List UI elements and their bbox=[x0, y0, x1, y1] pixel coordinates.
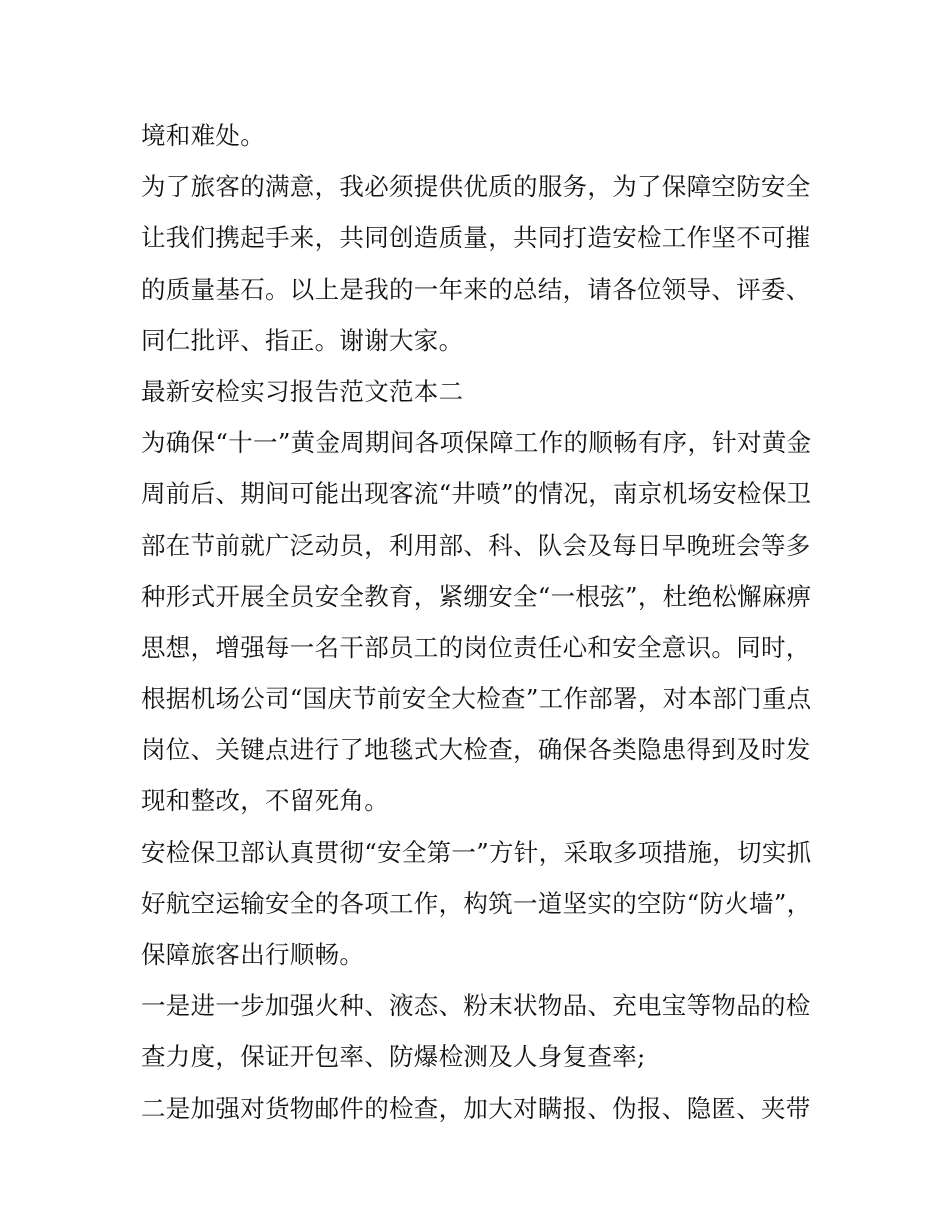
text-line: 的质量基石。以上是我的一年来的总结，请各位领导、评委、 bbox=[141, 274, 811, 304]
section-heading bbox=[141, 366, 821, 417]
text-line: 周前后、期间可能出现客流“井喷”的情况，南京机场安检保卫 bbox=[141, 479, 812, 509]
paragraph-2 bbox=[141, 161, 821, 366]
paragraph-5 bbox=[141, 980, 821, 1082]
text-line: 好航空运输安全的各项工作，构筑一道坚实的空防“防火墙”， bbox=[141, 888, 812, 918]
text-line: 一是进一步加强火种、液态、粉末状物品、充电宝等物品的检 bbox=[141, 991, 811, 1021]
text-line: 境和难处。 bbox=[141, 121, 265, 150]
text-line: 部在节前就广泛动员，利用部、科、队会及每日早晚班会等多 bbox=[141, 530, 811, 560]
text-line: 同仁批评、指正。谢谢大家。 bbox=[141, 325, 464, 355]
text-line: 岗位、关键点进行了地毯式大检查，确保各类隐患得到及时发 bbox=[141, 735, 811, 765]
text-line: 思想，增强每一名干部员工的岗位责任心和安全意识。同时， bbox=[141, 632, 811, 662]
text-line: 保障旅客出行顺畅。 bbox=[141, 940, 365, 969]
paragraph-4 bbox=[141, 827, 821, 981]
text-line: 让我们携起手来，共同创造质量，共同打造安检工作坚不可摧 bbox=[141, 223, 811, 253]
text-line: 查力度，保证开包率、防爆检测及人身复查率; bbox=[141, 1042, 646, 1072]
text-line: 现和整改，不留死角。 bbox=[141, 786, 389, 816]
text-line: 安检保卫部认真贯彻“安全第一”方针，采取多项措施，切实抓 bbox=[141, 837, 812, 867]
text-line: 为确保“十一”黄金周期间各项保障工作的顺畅有序，针对黄金 bbox=[141, 428, 812, 458]
text-line: 种形式开展全员安全教育，紧绷安全“一根弦”，杜绝松懈麻痹 bbox=[141, 581, 812, 611]
paragraph-3 bbox=[141, 417, 821, 827]
text-line: 二是加强对货物邮件的检查，加大对瞒报、伪报、隐匿、夹带 bbox=[141, 1093, 811, 1123]
paragraph-6 bbox=[141, 1083, 821, 1134]
document-body bbox=[141, 110, 821, 1134]
paragraph-1 bbox=[141, 110, 821, 161]
text-line: 为了旅客的满意，我必须提供优质的服务，为了保障空防安全 bbox=[141, 172, 811, 202]
text-line: 根据机场公司“国庆节前安全大检查”工作部署，对本部门重点 bbox=[141, 684, 812, 714]
text-line: 最新安检实习报告范文范本二 bbox=[141, 376, 464, 406]
